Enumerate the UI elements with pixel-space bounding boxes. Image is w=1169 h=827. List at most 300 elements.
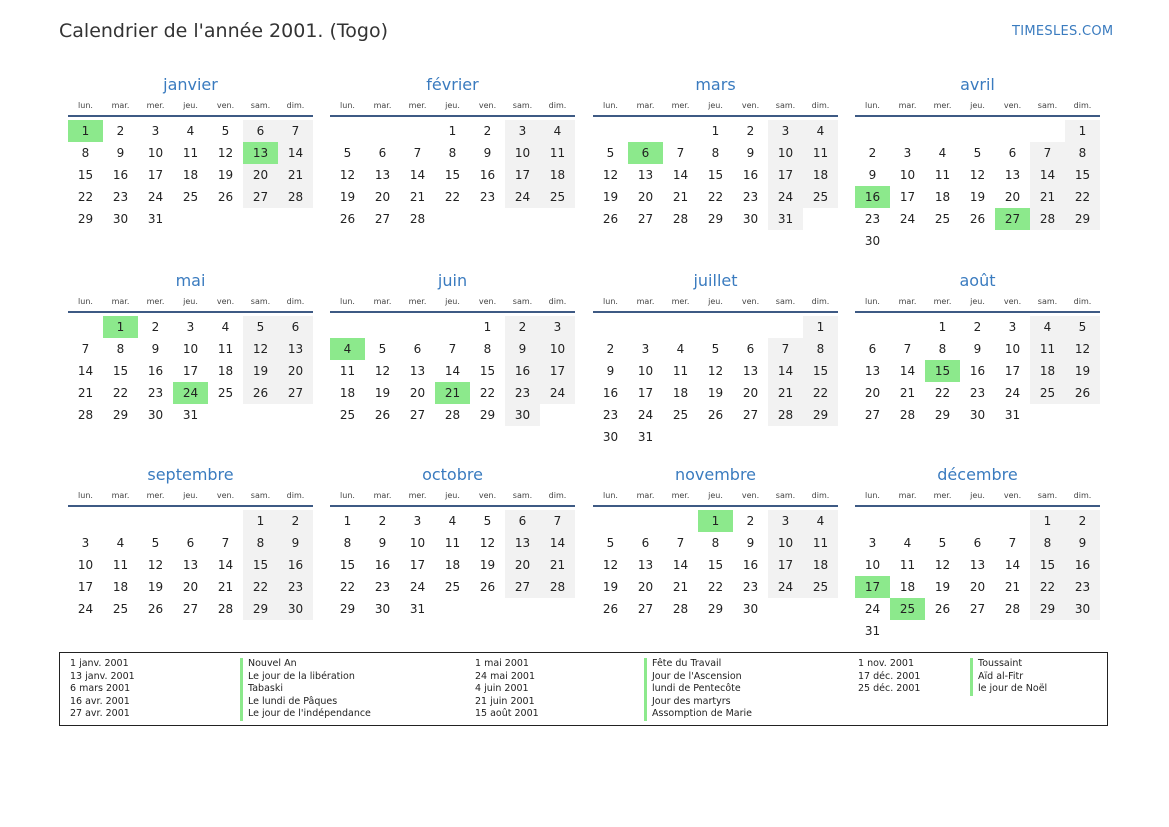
day-cell: 25 <box>1030 382 1065 404</box>
day-cell: 9 <box>483 146 492 160</box>
day-cell: 18 <box>672 386 689 400</box>
day-cell: 31 <box>768 208 803 230</box>
day-cell: 8 <box>448 146 457 160</box>
day-cell: 25 <box>672 408 689 422</box>
day-cell: 30 <box>969 408 986 422</box>
day-cell: 21 <box>768 382 803 404</box>
day-cell: 13 <box>374 168 391 182</box>
legend-holiday-name: Toussaint <box>970 658 1047 671</box>
day-cell: 14 <box>899 364 916 378</box>
day-cell: 16 <box>742 558 759 572</box>
day-cell: 15 <box>1065 164 1100 186</box>
day-cell: 5 <box>606 536 615 550</box>
day-cell: 30 <box>1065 598 1100 620</box>
month-name: novembre <box>674 465 757 484</box>
day-cell: 19 <box>479 558 496 572</box>
day-cell: 1 <box>803 316 838 338</box>
day-cell: 10 <box>899 168 916 182</box>
legend-date: 13 janv. 2001 <box>70 670 135 682</box>
day-cell: 26 <box>374 408 391 422</box>
day-cell: 24 <box>864 602 881 616</box>
day-cell: 2 <box>746 124 755 138</box>
day-cell: 14 <box>278 142 313 164</box>
day-cell: 10 <box>77 558 94 572</box>
weekday-label: sam. <box>775 491 796 500</box>
day-cell: 22 <box>444 190 461 204</box>
day-cell: 5 <box>151 536 160 550</box>
day-cell: 20 <box>278 360 313 382</box>
weekday-label: sam. <box>512 491 533 500</box>
day-cell: 17 <box>899 190 916 204</box>
legend-holiday-name: Tabaski <box>240 683 371 696</box>
day-cell: 8 <box>711 146 720 160</box>
day-cell: 24 <box>768 186 803 208</box>
weekday-label: dim. <box>548 297 567 306</box>
day-cell: 6 <box>868 342 877 356</box>
day-cell: 30 <box>278 598 313 620</box>
day-cell: 9 <box>746 536 755 550</box>
day-cell: 14 <box>672 558 689 572</box>
day-cell: 22 <box>112 386 129 400</box>
day-cell: 15 <box>243 554 278 576</box>
month-divider <box>855 115 1100 117</box>
legend-holiday-name: Le lundi de Pâques <box>240 696 371 709</box>
day-cell: 13 <box>505 532 540 554</box>
month-divider <box>593 505 838 507</box>
day-cell: 31 <box>637 430 654 444</box>
weekday-label: lun. <box>603 101 618 110</box>
weekday-label: ven. <box>1003 297 1022 306</box>
day-cell: 16 <box>479 168 496 182</box>
legend-date: 24 mai 2001 <box>475 670 536 682</box>
day-cell: 17 <box>637 386 654 400</box>
day-cell: 30 <box>147 408 164 422</box>
weekday-label: dim. <box>286 297 305 306</box>
day-cell: 4 <box>186 124 195 138</box>
legend-names-col <box>644 658 752 721</box>
holiday-day: 27 <box>995 208 1030 230</box>
day-cell: 6 <box>641 536 650 550</box>
weekday-label: jeu. <box>970 101 985 110</box>
weekday-label: sam. <box>1037 491 1058 500</box>
weekday-label: mer. <box>671 101 690 110</box>
day-cell: 22 <box>339 580 356 594</box>
day-cell: 10 <box>864 558 881 572</box>
day-cell: 5 <box>343 146 352 160</box>
weekday-label: jeu. <box>970 297 985 306</box>
weekday-label: mar. <box>111 297 130 306</box>
weekday-label: lun. <box>865 297 880 306</box>
legend-names-col <box>240 658 371 721</box>
day-cell: 17 <box>147 168 164 182</box>
day-cell: 28 <box>217 602 234 616</box>
day-cell: 1 <box>343 514 352 528</box>
holiday-day: 17 <box>855 576 890 598</box>
day-cell: 22 <box>934 386 951 400</box>
day-cell: 17 <box>768 554 803 576</box>
weekday-label: ven. <box>741 491 760 500</box>
day-cell: 5 <box>938 536 947 550</box>
month-name: juin <box>437 271 468 290</box>
day-cell: 15 <box>707 168 724 182</box>
day-cell: 17 <box>182 364 199 378</box>
day-cell: 14 <box>768 360 803 382</box>
day-cell: 24 <box>77 602 94 616</box>
day-cell: 8 <box>938 342 947 356</box>
day-cell: 11 <box>672 364 689 378</box>
weekday-label: jeu. <box>708 491 723 500</box>
weekday-label: lun. <box>603 491 618 500</box>
day-cell: 27 <box>409 408 426 422</box>
day-cell: 27 <box>278 382 313 404</box>
weekday-label: jeu. <box>445 491 460 500</box>
weekday-label: jeu. <box>445 101 460 110</box>
weekday-label: ven. <box>478 491 497 500</box>
day-cell: 29 <box>1030 598 1065 620</box>
day-cell: 25 <box>182 190 199 204</box>
day-cell: 23 <box>374 580 391 594</box>
day-cell: 3 <box>1008 320 1017 334</box>
month-divider <box>855 311 1100 313</box>
day-cell: 1 <box>1030 510 1065 532</box>
day-cell: 23 <box>112 190 129 204</box>
legend-date: 6 mars 2001 <box>70 683 131 695</box>
day-cell: 30 <box>864 234 881 248</box>
day-cell: 29 <box>243 598 278 620</box>
weekday-label: lun. <box>340 297 355 306</box>
weekday-label: lun. <box>78 491 93 500</box>
weekday-label: mer. <box>671 491 690 500</box>
weekday-label: mer. <box>146 297 165 306</box>
day-cell: 2 <box>606 342 615 356</box>
day-cell: 29 <box>77 212 94 226</box>
day-cell: 24 <box>637 408 654 422</box>
day-cell: 27 <box>505 576 540 598</box>
weekday-label: dim. <box>548 101 567 110</box>
day-cell: 18 <box>339 386 356 400</box>
weekday-label: ven. <box>741 297 760 306</box>
brand-link[interactable]: TIMESLES.COM <box>1012 24 1114 39</box>
holiday-day: 1 <box>698 510 733 532</box>
day-cell: 28 <box>672 602 689 616</box>
day-cell: 21 <box>77 386 94 400</box>
day-cell: 19 <box>339 190 356 204</box>
legend-date: 1 mai 2001 <box>475 658 529 669</box>
legend-holiday-name: Jour des martyrs <box>644 696 752 709</box>
day-cell: 4 <box>803 120 838 142</box>
day-cell: 16 <box>374 558 391 572</box>
weekday-label: dim. <box>811 101 830 110</box>
day-cell: 31 <box>864 624 881 638</box>
day-cell: 7 <box>676 536 685 550</box>
weekday-label: mar. <box>636 101 655 110</box>
weekday-label: jeu. <box>183 297 198 306</box>
day-cell: 10 <box>409 536 426 550</box>
day-cell: 12 <box>602 558 619 572</box>
day-cell: 23 <box>1065 576 1100 598</box>
day-cell: 22 <box>243 576 278 598</box>
day-cell: 16 <box>112 168 129 182</box>
day-cell: 11 <box>803 532 838 554</box>
day-cell: 7 <box>1008 536 1017 550</box>
day-cell: 19 <box>374 386 391 400</box>
day-cell: 30 <box>374 602 391 616</box>
day-cell: 30 <box>742 602 759 616</box>
day-cell: 10 <box>540 338 575 360</box>
day-cell: 21 <box>1004 580 1021 594</box>
day-cell: 24 <box>899 212 916 226</box>
day-cell: 3 <box>540 316 575 338</box>
day-cell: 7 <box>903 342 912 356</box>
day-cell: 31 <box>1004 408 1021 422</box>
day-cell: 29 <box>707 212 724 226</box>
day-cell: 1 <box>483 320 492 334</box>
day-cell: 8 <box>116 342 125 356</box>
day-cell: 16 <box>505 360 540 382</box>
day-cell: 2 <box>116 124 125 138</box>
weekday-label: mer. <box>408 297 427 306</box>
day-cell: 25 <box>540 186 575 208</box>
month-name: décembre <box>937 465 1018 484</box>
day-cell: 11 <box>182 146 199 160</box>
day-cell: 22 <box>1065 186 1100 208</box>
day-cell: 26 <box>339 212 356 226</box>
day-cell: 29 <box>479 408 496 422</box>
day-cell: 18 <box>1030 360 1065 382</box>
day-cell: 8 <box>483 342 492 356</box>
day-cell: 27 <box>637 602 654 616</box>
day-cell: 1 <box>938 320 947 334</box>
day-cell: 20 <box>864 386 881 400</box>
day-cell: 13 <box>637 168 654 182</box>
day-cell: 6 <box>278 316 313 338</box>
day-cell: 6 <box>378 146 387 160</box>
legend-date: 21 juin 2001 <box>475 695 535 707</box>
day-cell: 16 <box>602 386 619 400</box>
weekday-label: jeu. <box>445 297 460 306</box>
day-cell: 21 <box>217 580 234 594</box>
weekday-label: mar. <box>111 491 130 500</box>
day-cell: 9 <box>746 146 755 160</box>
day-cell: 12 <box>339 168 356 182</box>
weekday-label: jeu. <box>183 101 198 110</box>
weekday-label: sam. <box>512 101 533 110</box>
weekday-label: jeu. <box>708 297 723 306</box>
weekday-label: ven. <box>1003 101 1022 110</box>
holiday-day: 15 <box>925 360 960 382</box>
day-cell: 20 <box>182 580 199 594</box>
day-cell: 11 <box>899 558 916 572</box>
day-cell: 13 <box>278 338 313 360</box>
weekday-label: ven. <box>216 101 235 110</box>
weekday-label: ven. <box>741 101 760 110</box>
day-cell: 21 <box>1030 186 1065 208</box>
day-cell: 24 <box>505 186 540 208</box>
day-cell: 10 <box>182 342 199 356</box>
day-cell: 18 <box>444 558 461 572</box>
day-cell: 18 <box>803 164 838 186</box>
day-cell: 7 <box>221 536 230 550</box>
day-cell: 3 <box>505 120 540 142</box>
day-cell: 10 <box>768 142 803 164</box>
day-cell: 14 <box>77 364 94 378</box>
day-cell: 23 <box>505 382 540 404</box>
day-cell: 2 <box>278 510 313 532</box>
day-cell: 29 <box>707 602 724 616</box>
day-cell: 10 <box>505 142 540 164</box>
day-cell: 20 <box>374 190 391 204</box>
holiday-day: 24 <box>173 382 208 404</box>
day-cell: 16 <box>278 554 313 576</box>
day-cell: 7 <box>540 510 575 532</box>
weekday-label: mer. <box>408 491 427 500</box>
legend-date: 15 août 2001 <box>475 708 539 720</box>
day-cell: 9 <box>151 342 160 356</box>
day-cell: 4 <box>903 536 912 550</box>
day-cell: 28 <box>278 186 313 208</box>
day-cell: 17 <box>505 164 540 186</box>
day-cell: 14 <box>672 168 689 182</box>
day-cell: 1 <box>1065 120 1100 142</box>
day-cell: 24 <box>540 382 575 404</box>
day-cell: 14 <box>409 168 426 182</box>
day-cell: 12 <box>217 146 234 160</box>
weekday-label: mar. <box>373 101 392 110</box>
weekday-label: dim. <box>811 297 830 306</box>
weekday-label: jeu. <box>183 491 198 500</box>
weekday-label: ven. <box>478 297 497 306</box>
day-cell: 25 <box>217 386 234 400</box>
day-cell: 7 <box>676 146 685 160</box>
weekday-label: sam. <box>512 297 533 306</box>
day-cell: 3 <box>903 146 912 160</box>
day-cell: 15 <box>112 364 129 378</box>
day-cell: 15 <box>444 168 461 182</box>
day-cell: 23 <box>602 408 619 422</box>
day-cell: 28 <box>899 408 916 422</box>
day-cell: 13 <box>637 558 654 572</box>
day-cell: 7 <box>448 342 457 356</box>
day-cell: 15 <box>707 558 724 572</box>
legend-holiday-name: Aïd al-Fitr <box>970 671 1047 684</box>
month-name: mars <box>695 75 736 94</box>
day-cell: 12 <box>1065 338 1100 360</box>
day-cell: 11 <box>112 558 129 572</box>
legend-holiday-name: Assomption de Marie <box>644 708 752 721</box>
day-cell: 6 <box>505 510 540 532</box>
day-cell: 11 <box>934 168 951 182</box>
legend-dates-col <box>70 658 135 721</box>
month-name: septembre <box>147 465 234 484</box>
day-cell: 28 <box>768 404 803 426</box>
day-cell: 22 <box>479 386 496 400</box>
day-cell: 5 <box>711 342 720 356</box>
day-cell: 18 <box>934 190 951 204</box>
day-cell: 3 <box>186 320 195 334</box>
day-cell: 5 <box>1065 316 1100 338</box>
weekday-label: ven. <box>216 491 235 500</box>
day-cell: 27 <box>243 186 278 208</box>
day-cell: 22 <box>1030 576 1065 598</box>
day-cell: 5 <box>243 316 278 338</box>
day-cell: 18 <box>540 164 575 186</box>
day-cell: 6 <box>973 536 982 550</box>
day-cell: 4 <box>803 510 838 532</box>
day-cell: 23 <box>278 576 313 598</box>
day-cell: 20 <box>742 386 759 400</box>
day-cell: 26 <box>243 382 278 404</box>
day-cell: 3 <box>81 536 90 550</box>
day-cell: 26 <box>934 602 951 616</box>
day-cell: 21 <box>672 580 689 594</box>
day-cell: 4 <box>221 320 230 334</box>
day-cell: 22 <box>77 190 94 204</box>
day-cell: 19 <box>934 580 951 594</box>
day-cell: 19 <box>147 580 164 594</box>
day-cell: 23 <box>864 212 881 226</box>
day-cell: 8 <box>1065 142 1100 164</box>
month-name: février <box>426 75 479 94</box>
day-cell: 21 <box>899 386 916 400</box>
day-cell: 15 <box>339 558 356 572</box>
day-cell: 28 <box>1030 208 1065 230</box>
day-cell: 4 <box>1030 316 1065 338</box>
legend-date: 1 nov. 2001 <box>858 658 914 669</box>
day-cell: 26 <box>969 212 986 226</box>
weekday-label: sam. <box>1037 297 1058 306</box>
day-cell: 21 <box>409 190 426 204</box>
weekday-label: lun. <box>340 491 355 500</box>
month-name: août <box>959 271 996 290</box>
day-cell: 8 <box>81 146 90 160</box>
weekday-label: sam. <box>250 491 271 500</box>
day-cell: 31 <box>147 212 164 226</box>
day-cell: 19 <box>243 360 278 382</box>
weekday-label: mer. <box>933 101 952 110</box>
day-cell: 24 <box>409 580 426 594</box>
day-cell: 17 <box>409 558 426 572</box>
day-cell: 26 <box>1065 382 1100 404</box>
day-cell: 26 <box>707 408 724 422</box>
month-divider <box>68 311 313 313</box>
day-cell: 31 <box>182 408 199 422</box>
weekday-label: lun. <box>603 297 618 306</box>
weekday-label: mar. <box>636 491 655 500</box>
weekday-label: sam. <box>250 101 271 110</box>
day-cell: 8 <box>711 536 720 550</box>
day-cell: 12 <box>707 364 724 378</box>
weekday-label: mar. <box>636 297 655 306</box>
day-cell: 11 <box>1030 338 1065 360</box>
day-cell: 2 <box>505 316 540 338</box>
weekday-label: sam. <box>1037 101 1058 110</box>
day-cell: 4 <box>676 342 685 356</box>
weekday-label: dim. <box>1073 297 1092 306</box>
month-divider <box>68 115 313 117</box>
day-cell: 19 <box>217 168 234 182</box>
day-cell: 22 <box>707 580 724 594</box>
day-cell: 12 <box>479 536 496 550</box>
legend-holiday-name: Jour de l'Ascension <box>644 671 752 684</box>
day-cell: 1 <box>243 510 278 532</box>
weekday-label: lun. <box>865 491 880 500</box>
day-cell: 14 <box>217 558 234 572</box>
weekday-label: mar. <box>373 491 392 500</box>
day-cell: 18 <box>899 580 916 594</box>
day-cell: 22 <box>707 190 724 204</box>
weekday-label: lun. <box>78 297 93 306</box>
day-cell: 23 <box>742 580 759 594</box>
